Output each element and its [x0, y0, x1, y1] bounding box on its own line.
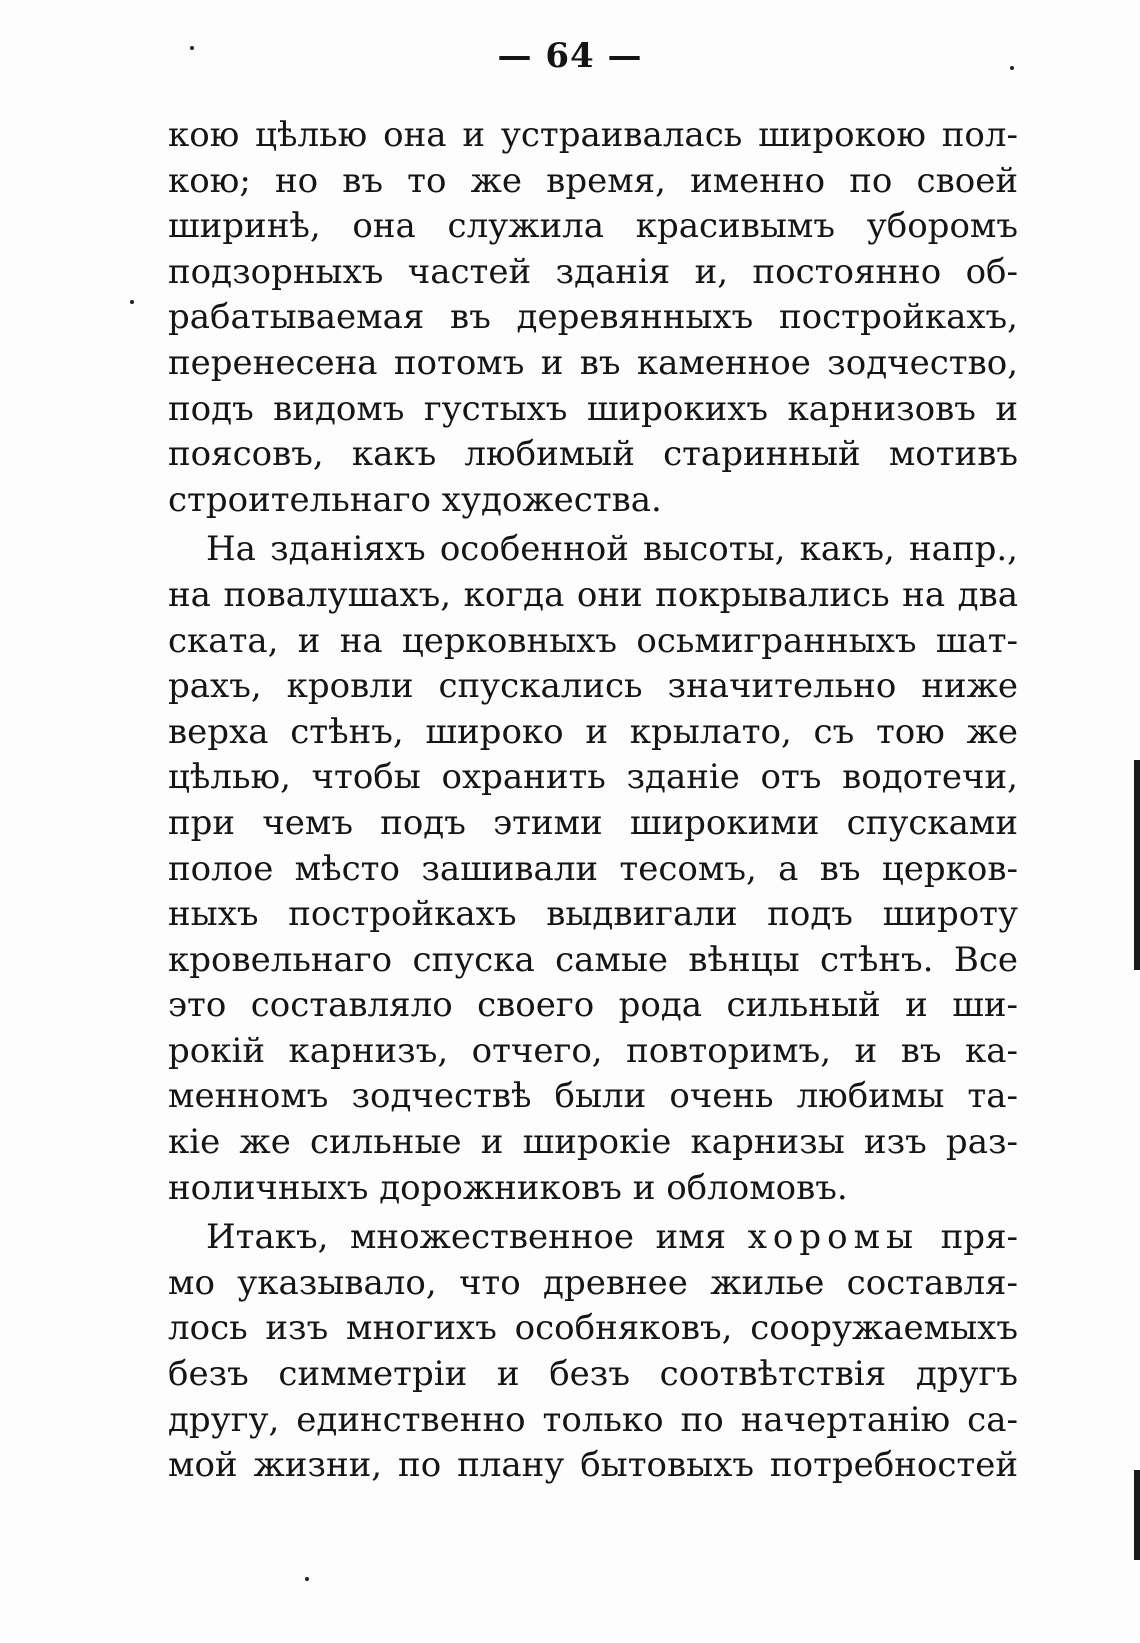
text-line: мо указывало, что древнее жилье составля- — [168, 1262, 1018, 1303]
emphasized-word: хоромы — [747, 1217, 920, 1258]
text-line: при чемъ подъ этими широкими спусками — [168, 802, 1018, 843]
text-line: безъ симметріи и безъ соотвѣтствія другъ — [168, 1354, 1018, 1395]
text-line: на повалушахъ, когда они покрывались на два — [168, 574, 1018, 615]
scan-speck — [305, 1577, 309, 1581]
text-line: кіе же сильные и широкіе карнизы изъ раз- — [168, 1122, 1018, 1163]
text-line — [168, 1215, 1018, 1261]
body-text — [168, 113, 1018, 1489]
text-line: кою; но въ то же время, именно по своей — [168, 160, 1018, 201]
text-line: кою цѣлью она и устраивалась широкою пол- — [168, 115, 1018, 155]
scan-speck — [190, 46, 194, 50]
text-line: ширинѣ, она служила красивымъ уборомъ — [168, 206, 1018, 247]
scan-edge-mark — [1134, 1470, 1140, 1560]
text-line: рабатываемая въ деревянныхъ постройкахъ, — [168, 297, 1018, 338]
text-line: кровельнаго спуска самые вѣнцы стѣнъ. Все — [168, 939, 1018, 980]
text-line: лось изъ многихъ особняковъ, сооружаемыхъ — [168, 1308, 1018, 1349]
text-line: подъ видомъ густыхъ широкихъ карнизовъ и — [168, 388, 1018, 429]
text-line: это составляло своего рода сильный и ши- — [168, 985, 1018, 1026]
text-line: строительнаго художества. — [168, 479, 662, 520]
text-segment: пря- — [919, 1217, 1019, 1258]
scan-speck — [1010, 66, 1014, 70]
text-line: цѣлью, чтобы охранить зданіе отъ водотечи, — [168, 757, 1018, 798]
page-number: — 64 — — [497, 36, 643, 76]
text-line: На зданіяхъ особенной высоты, какъ, напр., — [206, 529, 1018, 570]
text-line: полое мѣсто зашивали тесомъ, а въ церков- — [168, 848, 1018, 889]
text-line: рахъ, кровли спускались значительно ниже — [168, 666, 1018, 707]
text-line: поясовъ, какъ любимый старинный мотивъ — [168, 434, 1018, 475]
text-line: ската, и на церковныхъ осьмигранныхъ шат- — [168, 620, 1018, 661]
text-line: ноличныхъ дорожниковъ и обломовъ. — [168, 1167, 848, 1208]
text-line: верха стѣнъ, широко и крылато, съ тою же — [168, 711, 1018, 752]
text-line: менномъ зодчествѣ были очень любимы та- — [168, 1076, 1018, 1117]
text-line: другу, единственно только по начертанію са- — [168, 1399, 1018, 1440]
scan-speck — [130, 300, 134, 304]
text-line: рокій карнизъ, отчего, повторимъ, и въ ка- — [168, 1030, 1018, 1071]
text-line: перенесена потомъ и въ каменное зодчество, — [168, 342, 1018, 383]
scan-edge-mark — [1134, 760, 1140, 970]
text-line: мой жизни, по плану бытовыхъ потребностей — [168, 1445, 1018, 1486]
text-segment: Итакъ, множественное имя — [206, 1217, 748, 1258]
text-line: подзорныхъ частей зданія и, постоянно об- — [168, 251, 1018, 292]
text-line: ныхъ постройкахъ выдвигали подъ широту — [168, 894, 1018, 935]
